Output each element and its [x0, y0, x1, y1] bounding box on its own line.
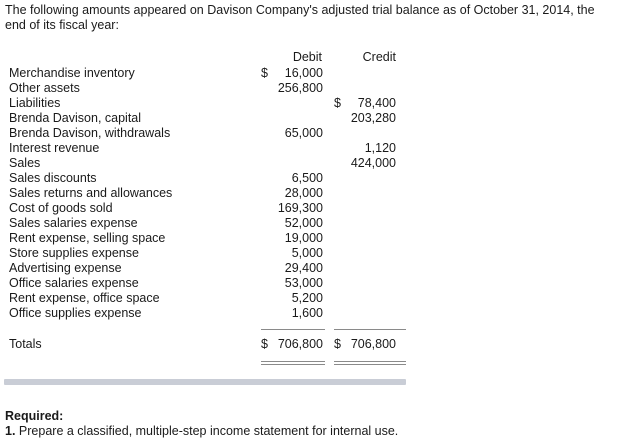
table-row	[6, 156, 406, 171]
totals-rule-debit-top	[261, 329, 325, 330]
totals-credit-currency: $	[334, 337, 341, 351]
debit-amount: 256,800	[277, 81, 323, 95]
table-row	[6, 231, 406, 246]
table-row	[6, 306, 406, 321]
account-label: Other assets	[9, 81, 80, 95]
totals-double-rule-credit-2	[334, 364, 406, 365]
account-label: Brenda Davison, capital	[9, 111, 142, 125]
table-row	[6, 201, 406, 216]
totals-double-rule-debit-1	[261, 361, 325, 362]
table-row	[6, 186, 406, 201]
debit-amount: 29,400	[284, 261, 323, 275]
account-label: Rent expense, office space	[9, 291, 160, 305]
totals-debit-amount: 706,800	[277, 337, 323, 351]
table-row	[6, 66, 406, 81]
required-item-text: Prepare a classified, multiple-step income statement for internal use.	[18, 424, 399, 438]
table-row	[6, 126, 406, 141]
required-item-1	[5, 424, 398, 439]
intro-text: The following amounts appeared on Davison Company's adjusted trial balance as of October 31, 2014, the end of its fiscal year:	[5, 3, 595, 32]
account-label: Liabilities	[9, 96, 61, 110]
totals-debit-currency: $	[261, 337, 268, 351]
debit-amount: 28,000	[284, 186, 323, 200]
credit-currency: $	[334, 96, 341, 110]
table-body	[6, 66, 406, 321]
credit-amount: 78,400	[357, 96, 396, 110]
table-header	[6, 50, 406, 66]
table-row	[6, 261, 406, 276]
totals-label: Totals	[9, 337, 42, 351]
debit-currency: $	[261, 66, 268, 80]
table-row	[6, 81, 406, 96]
table-row	[6, 141, 406, 156]
credit-column-header: Credit	[362, 50, 396, 64]
required-item-number: 1.	[5, 424, 16, 438]
credit-amount: 1,120	[364, 141, 396, 155]
debit-amount: 1,600	[291, 306, 323, 320]
debit-amount: 169,300	[277, 201, 323, 215]
table-row	[6, 276, 406, 291]
debit-amount: 52,000	[284, 216, 323, 230]
account-label: Interest revenue	[9, 141, 100, 155]
totals-double-rule-debit-2	[261, 364, 325, 365]
horizontal-scrollbar[interactable]	[4, 379, 406, 385]
account-label: Advertising expense	[9, 261, 122, 275]
account-label: Sales	[9, 156, 41, 170]
totals-row	[6, 337, 406, 353]
account-label: Sales discounts	[9, 171, 97, 185]
account-label: Brenda Davison, withdrawals	[9, 126, 171, 140]
debit-amount: 53,000	[284, 276, 323, 290]
account-label: Rent expense, selling space	[9, 231, 166, 245]
account-label: Sales returns and allowances	[9, 186, 173, 200]
totals-credit-amount: 706,800	[350, 337, 396, 351]
account-label: Cost of goods sold	[9, 201, 113, 215]
account-label: Store supplies expense	[9, 246, 139, 260]
debit-amount: 65,000	[284, 126, 323, 140]
table-row	[6, 246, 406, 261]
debit-column-header: Debit	[292, 50, 322, 64]
debit-amount: 16,000	[284, 66, 323, 80]
table-row	[6, 291, 406, 306]
credit-amount: 424,000	[350, 156, 396, 170]
debit-amount: 19,000	[284, 231, 323, 245]
debit-amount: 6,500	[291, 171, 323, 185]
account-label: Merchandise inventory	[9, 66, 135, 80]
table-row	[6, 216, 406, 231]
account-label: Office salaries expense	[9, 276, 139, 290]
account-label: Sales salaries expense	[9, 216, 138, 230]
table-row	[6, 171, 406, 186]
required-heading: Required:	[5, 409, 64, 423]
table-row	[6, 96, 406, 111]
debit-amount: 5,200	[291, 291, 323, 305]
totals-double-rule-credit-1	[334, 361, 406, 362]
table-row	[6, 111, 406, 126]
account-label: Office supplies expense	[9, 306, 142, 320]
debit-amount: 5,000	[291, 246, 323, 260]
trial-balance-table	[6, 50, 406, 321]
totals-rule-credit-top	[334, 329, 406, 330]
credit-amount: 203,280	[350, 111, 396, 125]
